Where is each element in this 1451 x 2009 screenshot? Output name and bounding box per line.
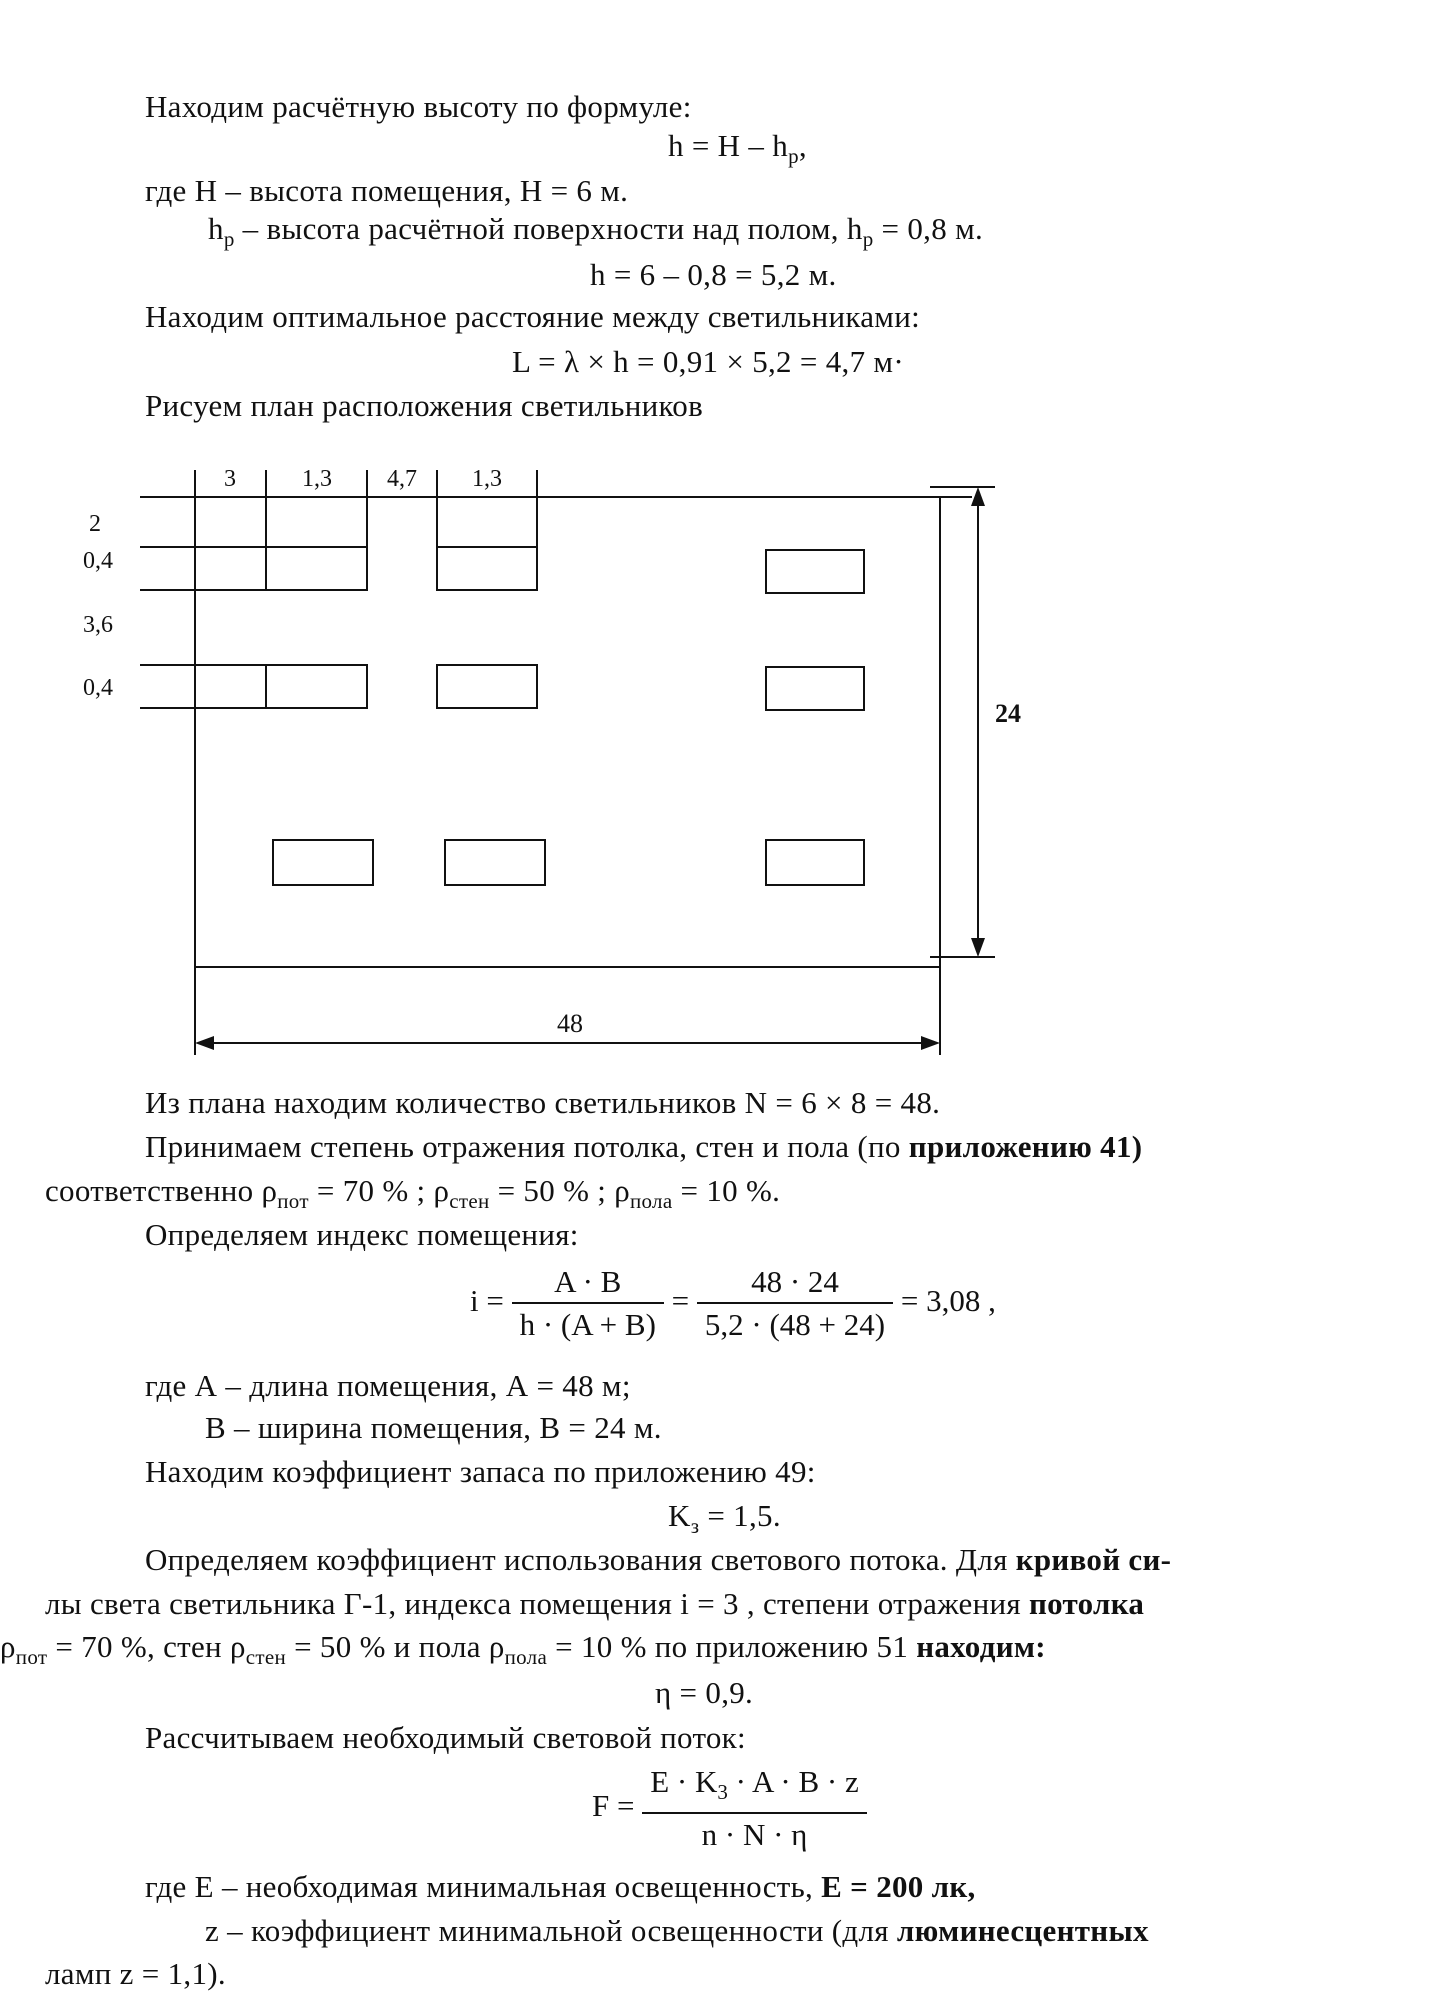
formula-eta: η = 0,9. bbox=[655, 1675, 754, 1710]
text-line: Находим оптимальное расстояние между светильниками: bbox=[145, 299, 921, 334]
text-line: Находим расчётную высоту по формуле: bbox=[145, 89, 692, 124]
row-label: 3,6 bbox=[83, 612, 113, 638]
column-label: 3 bbox=[224, 466, 236, 492]
text-line: Находим коэффициент запаса по приложению 49: bbox=[145, 1454, 816, 1489]
luminaire bbox=[266, 665, 367, 708]
luminaire bbox=[766, 840, 864, 885]
text-line: Определяем индекс помещения: bbox=[145, 1217, 579, 1252]
text-line: В – ширина помещения, В = 24 м. bbox=[205, 1410, 662, 1445]
text-line: Принимаем степень отражения потолка, стен и пола (по приложению 41) bbox=[145, 1129, 1143, 1164]
luminaire bbox=[445, 840, 545, 885]
text-line: $\rho_{пот} = 70$ %, стен $\rho_{стен} = 50$ % и пола $\rho_{пола} = 10$ % по приложению 51 находим: bbox=[0, 1629, 1046, 1669]
height-label: 24 bbox=[995, 699, 1021, 728]
text-line: $h_p$ – высота расчётной поверхности над полом, $h_p = 0,8$ м. bbox=[208, 211, 984, 251]
width-label: 48 bbox=[557, 1009, 583, 1038]
formula-h-value: h = 6 – 0,8 = 5,2 м. bbox=[590, 257, 837, 292]
text-line: Определяем коэффициент использования светового потока. Для кривой си- bbox=[145, 1542, 1172, 1577]
row-label: 2 bbox=[89, 511, 101, 537]
formula-l: L = λ × h = 0,91 × 5,2 = 4,7 м· bbox=[512, 344, 904, 379]
room-outline bbox=[195, 497, 940, 967]
row-label: 0,4 bbox=[83, 548, 113, 574]
text-line: z – коэффициент минимальной освещенности (для люминесцентных bbox=[205, 1913, 1149, 1948]
text-line: ламп z = 1,1). bbox=[45, 1956, 226, 1991]
luminaire bbox=[766, 667, 864, 710]
luminaire bbox=[437, 665, 537, 708]
text-line: соответственно $\rho_{пот} = 70$ % ; $\rho_{стен} = 50$ % ; $\rho_{пола} = 10$ %. bbox=[45, 1173, 781, 1213]
room-index-formula: i = $\frac{A \cdot B}{h \cdot (A + B)}$ = $\frac{48 \cdot 24}{5,2 \cdot (48 + 24)}$ = 3,08 , bbox=[470, 1264, 996, 1342]
luminaire bbox=[437, 547, 537, 590]
formula-h: $h = H - h_p$, bbox=[668, 128, 807, 168]
text-line: Из плана находим количество светильников N = 6 × 8 = 48. bbox=[145, 1085, 941, 1120]
luminaire bbox=[766, 550, 864, 593]
formula-k: $K_з = 1,5$. bbox=[668, 1498, 781, 1538]
text-line: где Е – необходимая минимальная освещенность, E = 200 лк, bbox=[145, 1869, 976, 1904]
column-label: 4,7 bbox=[387, 466, 417, 492]
luminaire-layout-plan bbox=[0, 440, 1451, 1090]
luminaire bbox=[273, 840, 373, 885]
text-line: Рисуем план расположения светильников bbox=[145, 388, 704, 423]
row-label: 0,4 bbox=[83, 675, 113, 701]
text-line: лы света светильника Г-1, индекса помещения i = 3 , степени отражения потолка bbox=[45, 1586, 1145, 1621]
column-label: 1,3 bbox=[472, 466, 502, 492]
flux-formula: F = $\frac{E \cdot K_3 \cdot A \cdot B \cdot z}{n \cdot N \cdot \eta}$ bbox=[592, 1762, 867, 1856]
text-line: Рассчитываем необходимый световой поток: bbox=[145, 1720, 746, 1755]
text-line: где А – длина помещения, А = 48 м; bbox=[145, 1368, 631, 1403]
luminaire bbox=[266, 547, 367, 590]
text-line: где H – высота помещения, H = 6 м. bbox=[145, 173, 629, 208]
column-label: 1,3 bbox=[302, 466, 332, 492]
